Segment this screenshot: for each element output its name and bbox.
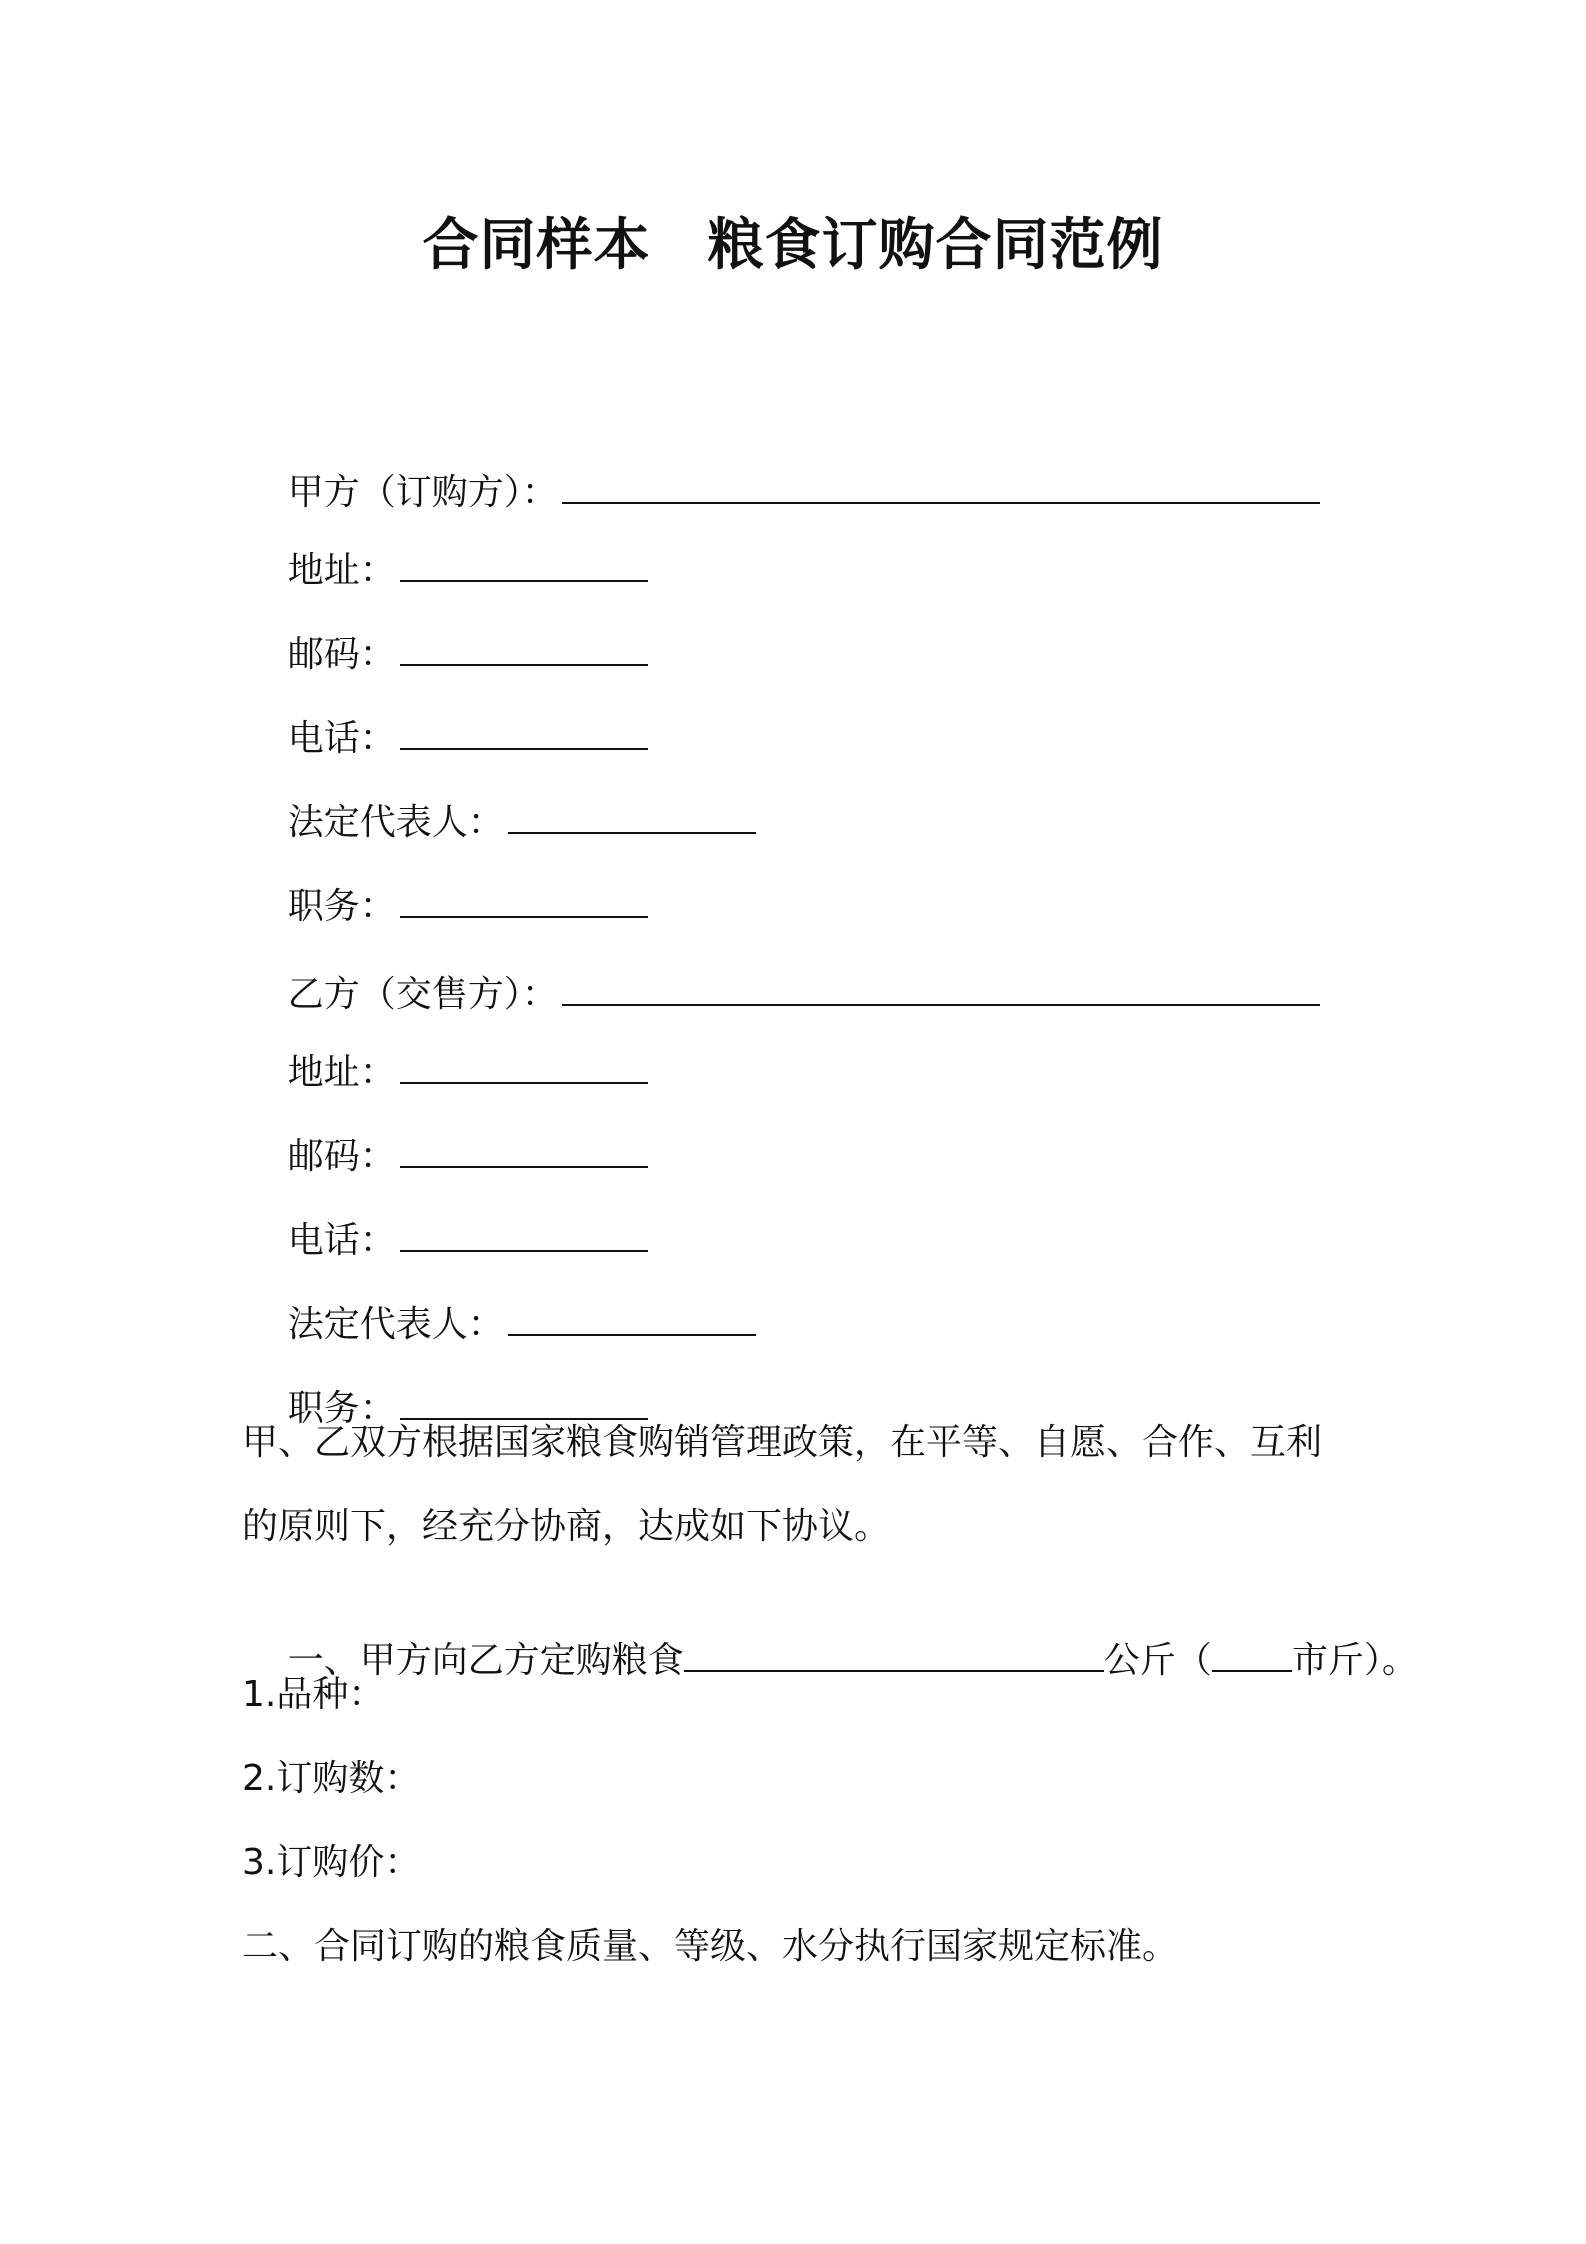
clause-2-line: 二、合同订购的粮食质量、等级、水分执行国家规定标准。 bbox=[242, 1926, 1179, 1967]
party-b-postcode-blank[interactable] bbox=[400, 1134, 648, 1168]
party-b-address-blank[interactable] bbox=[400, 1050, 648, 1084]
party-b-phone-blank[interactable] bbox=[400, 1218, 648, 1252]
preamble-line-2: 的原则下，经充分协商，达成如下协议。 bbox=[242, 1506, 891, 1547]
clause-1-unit-jin: 市斤）。 bbox=[1291, 1640, 1418, 1681]
party-a-name-blank[interactable] bbox=[562, 470, 1320, 504]
party-b-postcode-label: 邮码： bbox=[287, 1136, 396, 1177]
document-title: 合同样本 粮食订购合同范例 bbox=[422, 213, 1164, 278]
party-a-address-label: 地址： bbox=[287, 550, 396, 591]
clause-1-unit-kg: 公斤（ bbox=[1103, 1640, 1212, 1681]
party-a-postcode-blank[interactable] bbox=[400, 632, 648, 666]
party-a-heading: 甲方（订购方）： bbox=[287, 472, 558, 513]
party-a-phone-blank[interactable] bbox=[400, 716, 648, 750]
preamble-line-1: 甲、乙双方根据国家粮食购销管理政策，在平等、自愿、合作、互利 bbox=[242, 1422, 1323, 1463]
party-a-legal-rep-label: 法定代表人： bbox=[287, 802, 504, 843]
party-a-legal-rep-blank[interactable] bbox=[508, 800, 756, 834]
party-b-position-blank[interactable] bbox=[400, 1386, 648, 1420]
party-a-address-blank[interactable] bbox=[400, 548, 648, 582]
clause-1-line bbox=[242, 1586, 1418, 1736]
party-b-address-label: 地址： bbox=[287, 1052, 396, 1093]
party-b-name-blank[interactable] bbox=[562, 972, 1320, 1006]
item-quantity: 2.订购数： bbox=[242, 1758, 421, 1799]
item-price: 3.订购价： bbox=[242, 1842, 421, 1883]
party-b-legal-rep-label: 法定代表人： bbox=[287, 1304, 504, 1345]
party-a-position-blank[interactable] bbox=[400, 884, 648, 918]
party-b-legal-rep-blank[interactable] bbox=[508, 1302, 756, 1336]
party-a-postcode-label: 邮码： bbox=[287, 634, 396, 675]
party-a-position-label: 职务： bbox=[287, 886, 396, 927]
clause-1-jin-blank[interactable] bbox=[1212, 1638, 1292, 1672]
party-b-heading: 乙方（交售方）： bbox=[287, 974, 558, 1015]
item-variety: 1.品种： bbox=[242, 1674, 385, 1715]
clause-1-prefix: 一、甲方向乙方定购粮食 bbox=[287, 1640, 684, 1681]
party-b-phone-label: 电话： bbox=[287, 1220, 396, 1261]
party-a-phone-label: 电话： bbox=[287, 718, 396, 759]
clause-1-kg-blank[interactable] bbox=[684, 1638, 1104, 1672]
party-b-position-label: 职务： bbox=[287, 1388, 396, 1429]
